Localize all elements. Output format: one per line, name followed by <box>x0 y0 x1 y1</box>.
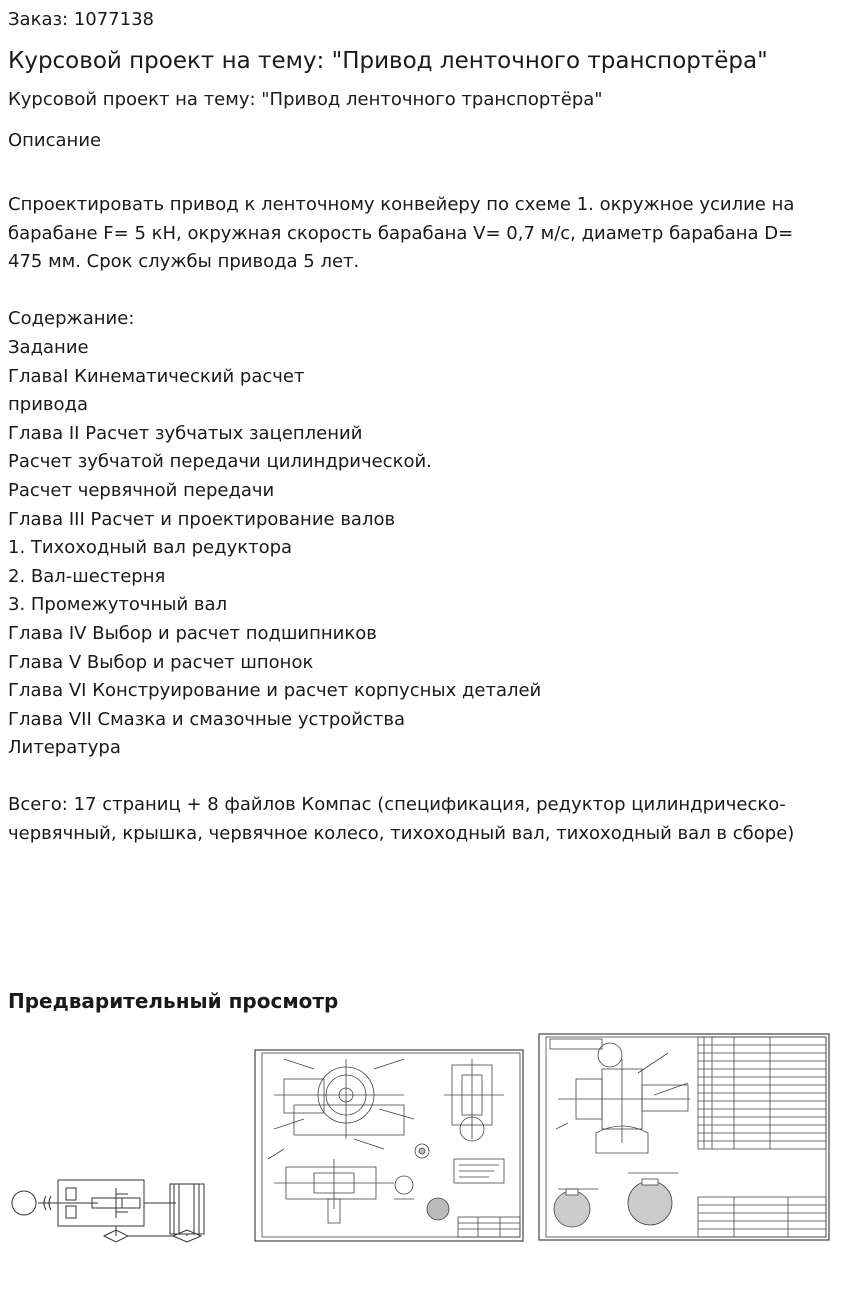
total-line: червячный, крышка, червячное колесо, тихоходный вал, тихоходный вал в сборе) <box>8 823 795 845</box>
contents-heading: Содержание: <box>8 308 135 330</box>
contents-item: Задание <box>8 336 89 358</box>
shaft-assembly-specification-thumbnail[interactable] <box>538 1033 830 1241</box>
contents-item: 2. Вал-шестерня <box>8 565 166 587</box>
task-line: барабане F= 5 кН, окружная скорость барабана V= 0,7 м/с, диаметр барабана D= <box>8 222 794 244</box>
contents-item: Глава IV Выбор и расчет подшипников <box>8 622 377 644</box>
reducer-assembly-drawing-thumbnail[interactable] <box>254 1049 524 1242</box>
contents-item: Глава III Расчет и проектирование валов <box>8 508 396 530</box>
task-line: 475 мм. Срок службы привода 5 лет. <box>8 251 360 273</box>
contents-list <box>8 305 844 763</box>
description-body <box>8 191 844 849</box>
page-subtitle: Курсовой проект на тему: "Привод ленточного транспортёра" <box>8 89 603 110</box>
contents-item: Глава V Выбор и расчет шпонок <box>8 651 314 673</box>
contents-item: привода <box>8 394 88 416</box>
contents-item: 3. Промежуточный вал <box>8 594 228 616</box>
task-paragraph <box>8 191 844 277</box>
contents-item: Литература <box>8 737 121 759</box>
contents-item: ГлаваI Кинематический расчет <box>8 365 305 387</box>
task-line: Спроектировать привод к ленточному конвейеру по схеме 1. окружное усилие на <box>8 194 795 215</box>
contents-item: Глава VI Конструирование и расчет корпусных деталей <box>8 680 542 702</box>
contents-item: 1. Тихоходный вал редуктора <box>8 537 293 559</box>
preview-heading: Предварительный просмотр <box>8 989 339 1013</box>
total-line: Всего: 17 страниц + 8 файлов Компас (спецификация, редуктор цилиндрическо- <box>8 794 786 816</box>
contents-item: Расчет червячной передачи <box>8 479 275 501</box>
description-heading: Описание <box>8 130 102 151</box>
total-summary <box>8 791 844 848</box>
contents-item: Глава VII Смазка и смазочные устройства <box>8 708 406 730</box>
contents-item: Расчет зубчатой передачи цилиндрической. <box>8 451 432 473</box>
contents-item: Глава II Расчет зубчатых зацеплений <box>8 422 363 444</box>
page-title: Курсовой проект на тему: "Привод ленточного транспортёра" <box>8 48 768 74</box>
order-number: Заказ: 1077138 <box>8 9 154 30</box>
drive-scheme-thumbnail[interactable] <box>8 1172 213 1246</box>
